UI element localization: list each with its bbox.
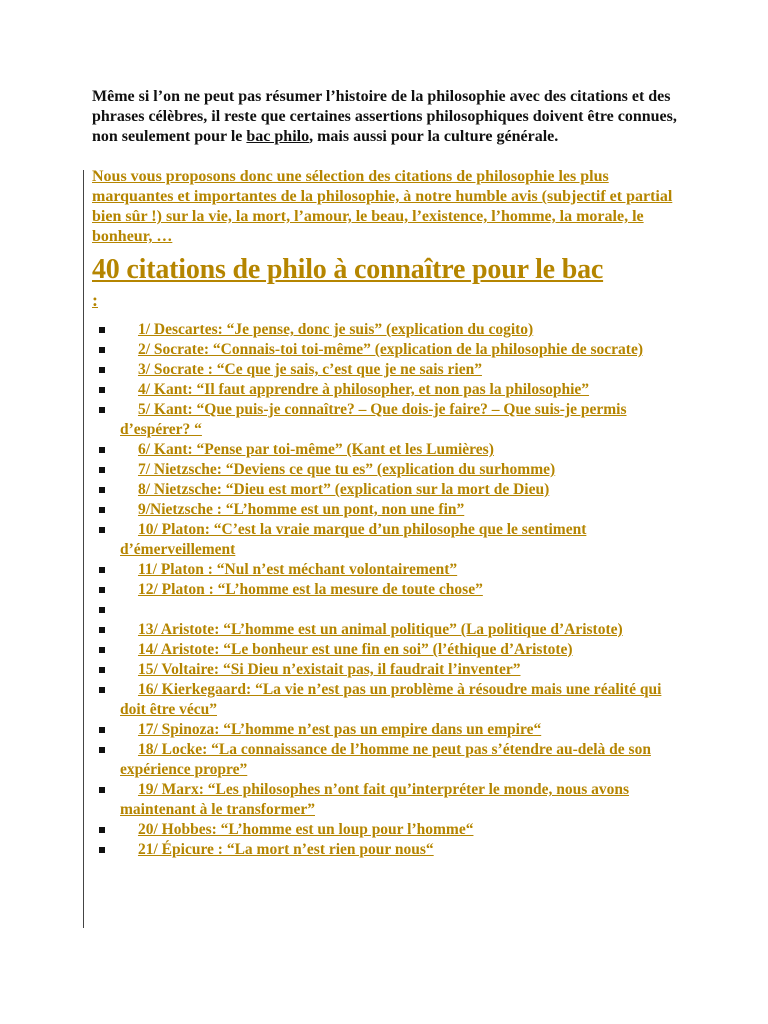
square-bullet-icon — [99, 607, 105, 613]
quote-link[interactable]: 15/ Voltaire: “Si Dieu n’existait pas, il faudrait l’inventer” — [138, 661, 521, 678]
quote-link[interactable]: 9/Nietzsche : “L’homme est un pont, non une fin” — [138, 501, 465, 518]
square-bullet-icon — [99, 587, 105, 593]
square-bullet-icon — [99, 727, 105, 733]
list-item — [0, 360, 768, 380]
list-item — [0, 340, 768, 360]
square-bullet-icon — [99, 787, 105, 793]
square-bullet-icon — [99, 827, 105, 833]
square-bullet-icon — [99, 507, 105, 513]
list-item — [0, 480, 768, 500]
quote-link[interactable]: 1/ Descartes: “Je pense, donc je suis” (explication du cogito) — [138, 321, 534, 338]
intro-text-end: , mais aussi pour la culture générale. — [309, 128, 559, 145]
list-item — [0, 680, 768, 720]
square-bullet-icon — [99, 467, 105, 473]
quote-link[interactable]: 12/ Platon : “L’homme est la mesure de toute chose” — [138, 581, 483, 598]
square-bullet-icon — [99, 747, 105, 753]
square-bullet-icon — [99, 367, 105, 373]
square-bullet-icon — [99, 627, 105, 633]
square-bullet-icon — [99, 647, 105, 653]
heading-colon[interactable]: : — [92, 290, 98, 310]
proposal-link-paragraph[interactable]: Nous vous proposons donc une sélection des citations de philosophie les plus marquantes et importantes de la philosophie, à notre humble avis (subjectif et partial bien sûr !) sur la vie, la mort, l’amour, le beau, l’existence, l’homme, la morale, le bonheur, … — [92, 168, 673, 245]
list-item — [0, 820, 768, 840]
square-bullet-icon — [99, 447, 105, 453]
quote-link[interactable]: 8/ Nietzsche: “Dieu est mort” (explication sur la mort de Dieu) — [138, 481, 550, 498]
quote-link[interactable]: 7/ Nietzsche: “Deviens ce que tu es” (explication du surhomme) — [138, 461, 556, 478]
square-bullet-icon — [99, 347, 105, 353]
quote-link[interactable]: 11/ Platon : “Nul n’est méchant volontairement” — [138, 561, 458, 578]
quote-link[interactable]: 5/ Kant: “Que puis-je connaître? – Que dois-je faire? – Que suis-je permis d’espérer? “ — [120, 401, 627, 438]
square-bullet-icon — [99, 327, 105, 333]
list-item — [0, 840, 768, 860]
list-item — [0, 560, 768, 580]
quote-link[interactable]: 19/ Marx: “Les philosophes n’ont fait qu’interpréter le monde, nous avons maintenant à le transformer” — [120, 781, 629, 818]
quote-link[interactable]: 17/ Spinoza: “L’homme n’est pas un empire dans un empire“ — [138, 721, 542, 738]
bac-philo-link[interactable]: bac philo — [246, 128, 310, 145]
list-item — [0, 620, 768, 640]
quote-link[interactable]: 3/ Socrate : “Ce que je sais, c’est que je ne sais rien” — [138, 361, 482, 378]
square-bullet-icon — [99, 667, 105, 673]
quote-link[interactable]: 18/ Locke: “La connaissance de l’homme ne peut pas s’étendre au-delà de son expérience propre” — [120, 741, 651, 778]
list-item — [0, 580, 768, 600]
list-item — [0, 500, 768, 520]
list-item — [0, 440, 768, 460]
quote-link[interactable]: 4/ Kant: “Il faut apprendre à philosopher, et non pas la philosophie” — [138, 381, 590, 398]
square-bullet-icon — [99, 567, 105, 573]
quote-link[interactable]: 21/ Épicure : “La mort n’est rien pour nous“ — [138, 841, 434, 858]
list-item — [0, 720, 768, 740]
list-item — [0, 520, 768, 560]
quote-link[interactable]: 2/ Socrate: “Connais-toi toi-même” (explication de la philosophie de socrate) — [138, 341, 643, 358]
quote-link — [120, 600, 680, 620]
list-item — [0, 320, 768, 340]
square-bullet-icon — [99, 527, 105, 533]
page-heading[interactable]: 40 citations de philo à connaître pour le bac — [92, 254, 604, 285]
list-item — [0, 380, 768, 400]
list-item — [0, 780, 768, 820]
list-item — [0, 640, 768, 660]
square-bullet-icon — [99, 847, 105, 853]
quote-link[interactable]: 6/ Kant: “Pense par toi-même” (Kant et les Lumières) — [138, 441, 494, 458]
list-item — [0, 740, 768, 780]
list-item — [0, 460, 768, 480]
quote-list — [0, 320, 768, 860]
quote-link[interactable]: 14/ Aristote: “Le bonheur est une fin en soi” (l’éthique d’Aristote) — [138, 641, 573, 658]
intro-text: Même si l’on ne peut pas résumer l’histoire de la philosophie avec des citations et des phrases célèbres, il reste que certaines assertions philosophiques doivent être connues, non seulement pour le — [92, 88, 677, 145]
square-bullet-icon — [99, 387, 105, 393]
list-item — [0, 600, 768, 620]
quote-link[interactable]: 20/ Hobbes: “L’homme est un loup pour l’homme“ — [138, 821, 474, 838]
square-bullet-icon — [99, 487, 105, 493]
square-bullet-icon — [99, 407, 105, 413]
list-item — [0, 400, 768, 440]
quote-link[interactable]: 16/ Kierkegaard: “La vie n’est pas un problème à résoudre mais une réalité qui doit être vécu” — [120, 681, 662, 718]
quote-link[interactable]: 10/ Platon: “C’est la vraie marque d’un philosophe que le sentiment d’émerveillement — [120, 521, 587, 558]
quote-link[interactable]: 13/ Aristote: “L’homme est un animal politique” (La politique d’Aristote) — [138, 621, 623, 638]
intro-paragraph — [92, 87, 692, 147]
list-item — [0, 660, 768, 680]
square-bullet-icon — [99, 687, 105, 693]
